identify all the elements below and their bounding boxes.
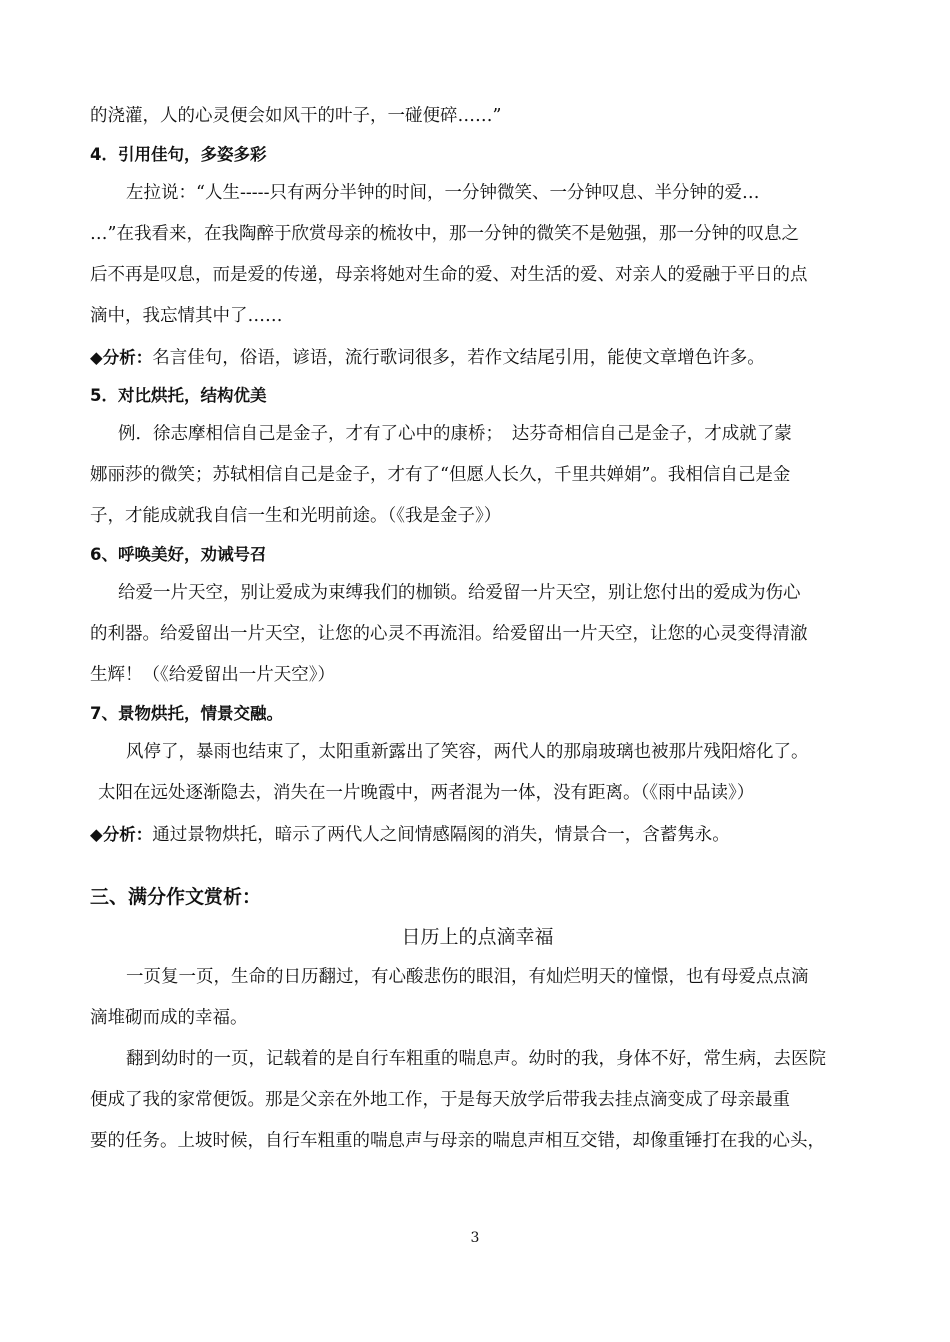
heading-4: 4．引用佳句，多姿多彩 [90,145,267,164]
text-line: 的利器。给爱留出一片天空，让您的心灵不再流泪。给爱留出一片天空，让您的心灵变得清澈 [90,624,808,644]
text-line: …”在我看来，在我陶醉于欣赏母亲的梳妆中，那一分钟的微笑不是勉强，那一分钟的叹息之 [90,224,799,244]
text-line: 太阳在远处逐渐隐去，消失在一片晚霞中，两者混为一体，没有距离。（《雨中品读》） [98,783,755,803]
analysis-label: ◆分析： [90,825,153,844]
text-line: 风停了，暴雨也结束了，太阳重新露出了笑容，两代人的那扇玻璃也被那片残阳熔化了。 [126,742,809,762]
analysis-text: 名言佳句，俗语，谚语，流行歌词很多，若作文结尾引用，能使文章增色许多。 [152,348,765,368]
text-line: 滴堆砌而成的幸福。 [90,1008,248,1028]
text-line: 生辉！（《给爱留出一片天空》） [90,665,335,685]
text-line: 便成了我的家常便饭。那是父亲在外地工作，于是每天放学后带我去挂点滴变成了母亲最重 [90,1090,790,1110]
text-line: 左拉说：“人生-----只有两分半钟的时间，一分钟微笑、一分钟叹息、半分钟的爱… [126,183,760,203]
essay-title: 日历上的点滴幸福 [401,926,554,948]
document-page [90,96,865,1162]
heading-6: 6、呼唤美好，劝诫号召 [90,545,267,564]
text-line: 要的任务。上坡时候，自行车粗重的喘息声与母亲的喘息声相互交错，却像重锤打在我的心头， [90,1131,825,1151]
text-line: 后不再是叹息，而是爱的传递，母亲将她对生命的爱、对生活的爱、对亲人的爱融于平日的点 [90,265,808,285]
text-line: 滴中，我忘情其中了…… [90,306,283,326]
text-line: 子，才能成就我自信一生和光明前途。（《我是金子》） [90,506,502,526]
analysis-4 [90,337,865,378]
text-line: 的浇灌，人的心灵便会如风干的叶子，一碰便碎……” [90,106,502,126]
text-line: 例．徐志摩相信自己是金子，才有了心中的康桥； 达芬奇相信自己是金子，才成就了蒙 [118,424,792,444]
analysis-7 [90,814,865,855]
text-line: 娜丽莎的微笑；苏轼相信自己是金子，才有了“但愿人长久，千里共婵娟”。我相信自己是金 [90,465,791,485]
page-number: 3 [470,1230,480,1246]
analysis-text: 通过景物烘托，暗示了两代人之间情感隔阂的消失，情景合一，含蓄隽永。 [152,825,730,845]
text-line: 翻到幼时的一页，记载着的是自行车粗重的喘息声。幼时的我，身体不好，常生病，去医院 [126,1049,826,1069]
analysis-label: ◆分析： [90,348,153,367]
text-line: 给爱一片天空，别让爱成为束缚我们的枷锁。给爱留一片天空，别让您付出的爱成为伤心 [118,583,801,603]
section-title: 三、满分作文赏析： [90,886,262,908]
text-line: 一页复一页，生命的日历翻过，有心酸悲伤的眼泪，有灿烂明天的憧憬，也有母爱点点滴 [126,967,809,987]
heading-7: 7、景物烘托，情景交融。 [90,704,283,723]
heading-5: 5．对比烘托，结构优美 [90,386,267,405]
